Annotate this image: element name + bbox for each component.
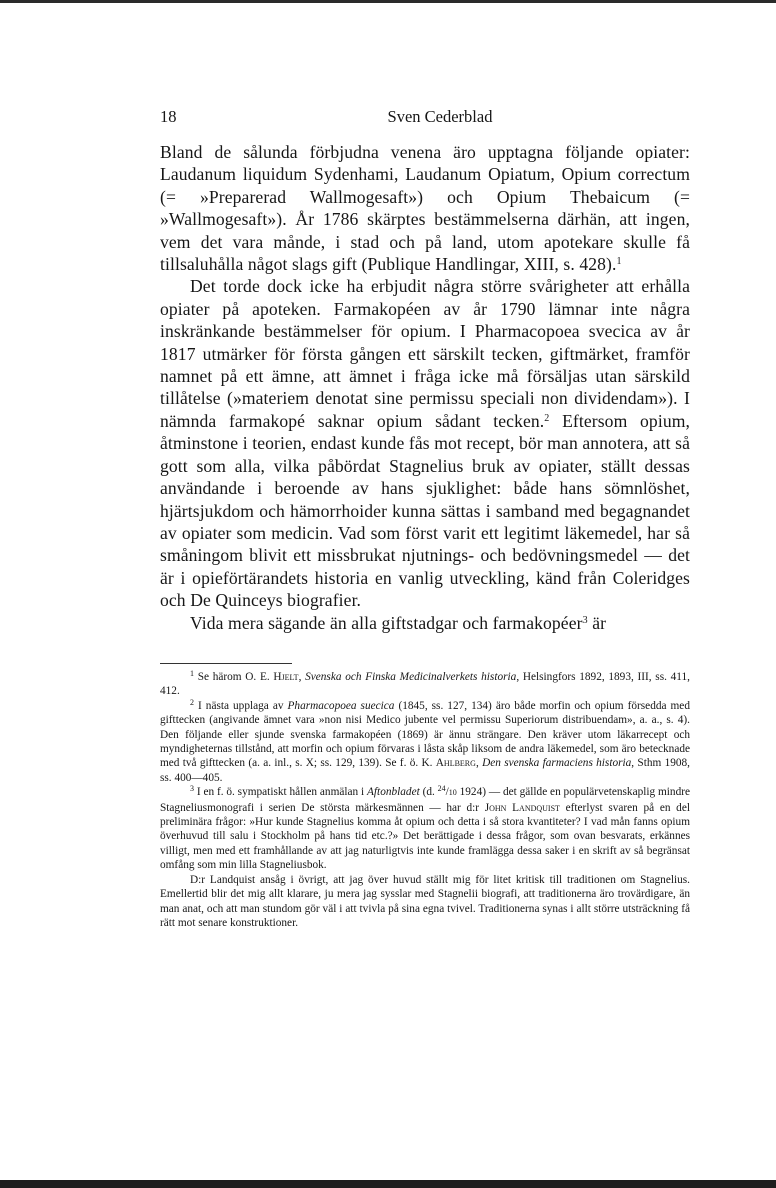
paragraph-3 — [160, 612, 690, 634]
footnote-3-text-b: 1924) — det gällde en populärvetenskaplig mindre Stagneliusmonografi i serien De största märkesmännen — har d:r — [160, 786, 690, 814]
paragraph-1-text: Bland de sålunda förbjudna venena äro upptagna följande opiater: Laudanum liquidum Sydenhami, Laudanum Opiatum, Opium correctum (= »Preparerad Wallmogesaft») och Opium Thebaicum (= »Wallmogesaft»). År 1786 skärptes bestämmelserna därhän, att ingen, vem det vara månde, i stad och på land, utom apotekare skulle få tillsaluhålla något slags gift (Publique Handlingar, XIII, s. 428). — [160, 142, 690, 275]
footnotes — [160, 648, 690, 930]
footnote-3-date-pre: (d. — [419, 786, 438, 799]
footnote-1-author: Hjelt — [273, 671, 299, 683]
running-head — [160, 104, 690, 130]
footnote-1-title: Svenska och Finska Medicinalverkets historia — [305, 671, 517, 683]
footnote-ref-3[interactable]: 3 — [582, 614, 588, 626]
paragraph-3-text: Vida mera sägande än alla giftstadgar och farmakopéer — [190, 612, 583, 633]
body-text — [160, 141, 690, 634]
footnote-1-number: 1 — [190, 669, 194, 678]
footnote-2-title-2: Den svenska farmaciens historia — [482, 757, 632, 770]
footnote-2 — [160, 699, 690, 785]
footnote-2-title-1: Pharmacopoea suecica — [287, 699, 395, 712]
footnote-3-newspaper: Aftonbladet — [367, 786, 420, 799]
footnote-2-sep: , — [475, 757, 483, 770]
footnote-3-number: 3 — [190, 784, 194, 794]
footnote-1-text-b: , Helsingfors 1892, 1893, III, ss. 411, 412. — [160, 671, 690, 698]
running-title: Sven Cederblad — [387, 107, 493, 126]
footnote-2-text-b: (1845, ss. 127, 134) äro både morfin och opium försedda med gifttecken (angivande ämnet vara »non nisi Medico jubente vel permissu Superiorum distribuendam», a. a., s. 4). Den följande eller sjunde svenska farmakopéen (1869) är ännu strängare. Den kräver utom läkarrecept och myndigheternas tillstånd, att morfin och opium förvaras i låsta skåp liksom de andra läkemedel, som äro betecknade med två gifttecken (a. a. inl., s. X; ss. 129, 139). Se f. ö. K. — [160, 699, 690, 770]
footnote-1-sep: , — [298, 671, 306, 683]
footnote-1-text-a: Se härom O. E. — [194, 671, 274, 683]
page-top-edge — [0, 0, 776, 3]
paragraph-2 — [160, 275, 690, 611]
footnote-3-continuation: D:r Landquist ansåg i övrigt, att jag över huvud ställt mig för litet kritisk till traditionen om Stagnelius. Emellertid blir det mig allt klarare, ju mera jag sysslar med Stagnelii biografi, att traditionerna äro trovärdigare, än man anat, och att man stundom gör väl i att tvivla på sina egna tvivel. Traditionerna synas i allt större utsträckning få rätt mot senare konstruktioner. — [160, 873, 690, 929]
footnote-3: $^3$ I en f. ö. sympatiskt hållen anmälan i Aftonbladet (d. $^{24}$/10 1924) — det gällde en populärvetenskaplig mindre Stagneliusmonografi i serien De största märkesmännen — har d:r John Landquist efterlyst svaren på en del preliminära frågor: »Hur kunde Stagnelius komma åt opium och detta i så stora kvantiteter? I vad mån fanns opium överhuvud till salu i Stockholm på hans tid etc.?» Det berättigade i dessa frågor, som ovan besvarats, erkännes villigt, men med ett framhållande av att jag naturligtvis inte kunde framlägga dessa saker i en skrift av så begränsat omfång som min lilla Stagneliusbok. — [160, 784, 690, 872]
footnote-3-author: John Landquist — [484, 801, 560, 814]
footnote-ref-2[interactable]: 2 — [544, 412, 550, 424]
footnote-2-text-c: , Sthm 1908, ss. 400—405. — [160, 757, 691, 784]
footnote-1 — [160, 670, 690, 699]
footnote-2-author: Ahlberg — [435, 757, 476, 770]
footnote-separator — [160, 663, 292, 664]
footnote-3-text-a: I en f. ö. sympatiskt hållen anmälan i — [194, 786, 368, 799]
footnote-3-date-day: 24 — [437, 784, 446, 794]
page-number: 18 — [160, 107, 177, 126]
footnote-2-text-a: I nästa upplaga av — [194, 699, 288, 712]
footnote-2-number: 2 — [190, 697, 194, 707]
page-bottom-edge — [0, 1180, 776, 1188]
paragraph-3-end: är — [587, 612, 607, 633]
footnote-3-text-c: efterlyst svaren på en del preliminära frågor: »Hur kunde Stagnelius komma åt opium och detta i så stora kvantiteter? I vad mån fanns opium överhuvud till salu i Stockholm på hans tid etc.?» Det berättigade i dessa frågor, som ovan besvarats, erkännes villigt, men med ett framhållande av att jag naturligtvis inte kunde framlägga dessa saker i en skrift av så begränsat omfång som min lilla Stagneliusbok. — [160, 801, 690, 872]
footnote-ref-1[interactable]: 1 — [616, 256, 622, 268]
paragraph-1 — [160, 141, 690, 275]
paragraph-2-text-a: Det torde dock icke ha erbjudit några större svårigheter att erhålla opiater på apoteken. Farmakopéen av år 1790 lämnar inte några inskränkande bestämmelser för opium. I Pharmacopoea svecica av år 1817 utmärker för första gången ett särskilt tecken, giftmärket, framför namnet på ett ämne, att ämnet i fråga icke må försäljas utan särskild tillåtelse (»materiem denotat sine permissu speciali non dividendam»). I nämnda farmakopé saknar opium sådant tecken. — [160, 276, 690, 431]
paragraph-2-text-b: Eftersom opium, åtminstone i teorien, endast kunde fås mot recept, bör man annotera, att så gott som alla, vilka påbördat Stagnelius bruk av opiater, ställt dessas användande i beroende av hans sjuklighet: både hans sömnlöshet, hjärtsjukdom och hämorrhoider kunna sättas i samband med begagnandet av opiater som medicin. Vad som först varit ett legitimt läkemedel, har så småningom blivit ett missbrukat njutnings- och bedövningsmedel — det är i opieförtärandets historia en vanlig utveckling, känd från Coleridges och De Quinceys biografier. — [160, 410, 690, 611]
footnote-3-date-month: 10 — [448, 788, 457, 798]
